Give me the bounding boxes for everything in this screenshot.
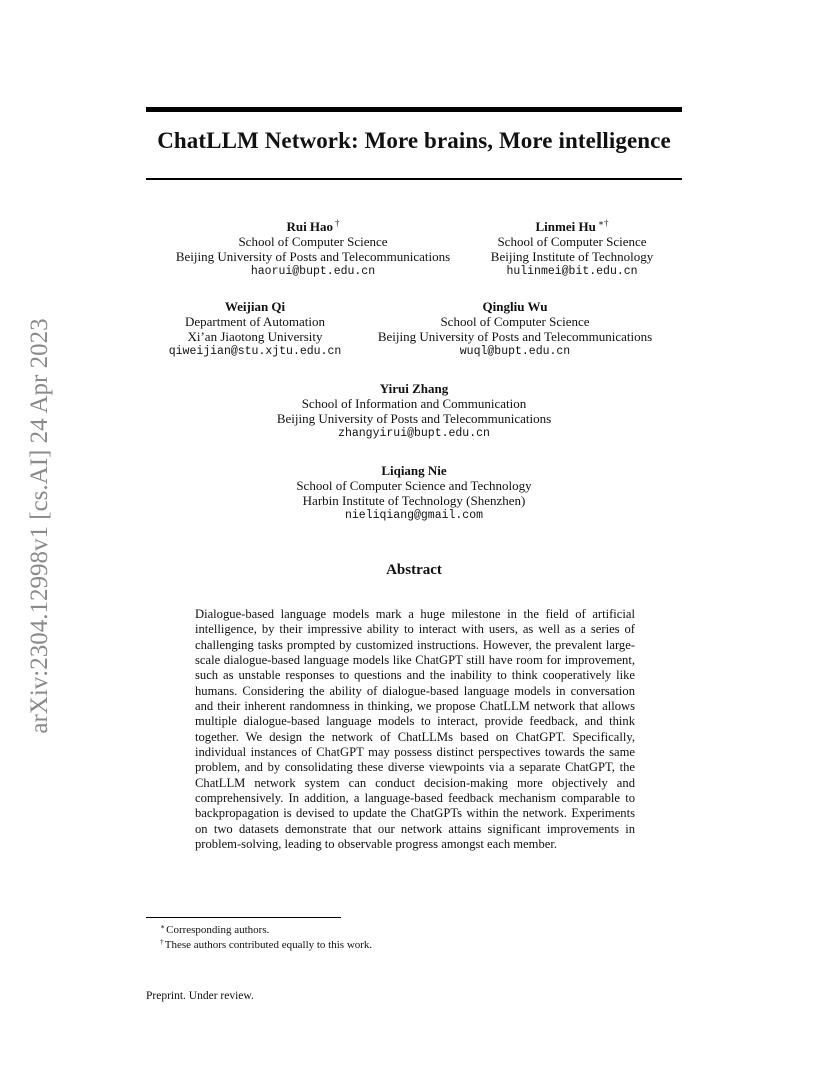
author-name: Liqiang Nie — [381, 463, 447, 478]
author-affiliation: School of Computer Science — [440, 314, 590, 329]
footnote-rule — [146, 917, 341, 918]
abstract-text: Dialogue-based language models mark a huge milestone in the field of artificial intelligence, by their impressive ability to interact with users, as well as a series of challenging tasks prompted by customized instructions. However, the prevalent large-scale dialogue-based language models like ChatGPT still have room for improvement, such as unstable responses to questions and the inability to think cooperatively like humans. Considering the ability of dialogue-based language models in conversation and their inherent randomness in thinking, we propose ChatLLM network that allows multiple dialogue-based language models to interact, provide feedback, and think together. We design the network of ChatLLMs based on ChatGPT. Specifically, individual instances of ChatGPT may possess distinct perspectives towards the same problem, and by consolidating these diverse viewpoints via a separate ChatGPT, the ChatLLM network system can conduct decision-making more objectively and comprehensively. In addition, a language-based feedback mechanism comparable to backpropagation is devised to update the ChatGPTs within the network. Experiments on two datasets demonstrate that our network attains significant improvements in problem-solving, leading to observable progress amongst each member. — [195, 607, 635, 852]
footnote-text: These authors contributed equally to this work. — [164, 939, 373, 951]
author-name: Yirui Zhang — [379, 381, 449, 396]
author-affiliation: School of Computer Science — [238, 234, 388, 249]
abstract-heading: Abstract — [386, 562, 442, 578]
author-block — [214, 463, 614, 523]
author-affiliation: School of Computer Science and Technology — [296, 478, 532, 493]
author-affiliation: School of Computer Science — [497, 234, 647, 249]
author-affiliation: Harbin Institute of Technology (Shenzhen) — [302, 493, 526, 508]
preprint-note: Preprint. Under review. — [146, 990, 254, 1002]
author-affiliation: Beijing University of Posts and Telecommunications — [175, 249, 451, 264]
author-affiliation: Beijing University of Posts and Telecommunications — [377, 329, 653, 344]
author-email[interactable]: wuql@bupt.edu.cn — [459, 345, 571, 358]
title-bottom-rule — [146, 178, 682, 180]
footnote-mark: ∗ — [160, 922, 166, 931]
arxiv-identifier: arXiv:2304.12998v1 [cs.AI] 24 Apr 2023 — [26, 318, 53, 734]
author-email[interactable]: nieliqiang@gmail.com — [344, 509, 484, 522]
paper-title: ChatLLM Network: More brains, More intelligence — [157, 128, 671, 153]
author-name: Weijian Qi — [224, 299, 286, 314]
author-email[interactable]: hulinmei@bit.edu.cn — [506, 265, 638, 278]
footnote-text: Corresponding authors. — [166, 924, 270, 936]
author-email[interactable]: haorui@bupt.edu.cn — [250, 265, 376, 278]
author-name: Rui Hao — [286, 219, 334, 234]
author-affiliation: Beijing University of Posts and Telecommunications — [276, 411, 552, 426]
author-email[interactable]: zhangyirui@bupt.edu.cn — [338, 427, 490, 440]
author-block — [160, 299, 350, 359]
author-name: Linmei Hu — [535, 219, 596, 234]
author-mark: ∗† — [597, 218, 609, 228]
footnote-mark: † — [160, 937, 164, 946]
author-block — [160, 216, 466, 279]
author-affiliation: Department of Automation — [184, 314, 326, 329]
author-block — [214, 381, 614, 441]
author-affiliation: Xi’an Jiaotong University — [187, 329, 323, 344]
top-thick-rule — [146, 107, 682, 112]
author-name: Qingliu Wu — [482, 299, 548, 314]
author-affiliation: School of Information and Communication — [301, 396, 527, 411]
author-email[interactable]: qiweijian@stu.xjtu.edu.cn — [168, 345, 342, 358]
author-mark: † — [335, 218, 340, 228]
author-block — [366, 299, 664, 359]
footnote — [160, 935, 372, 952]
author-affiliation: Beijing Institute of Technology — [490, 249, 654, 264]
author-block — [472, 216, 672, 279]
